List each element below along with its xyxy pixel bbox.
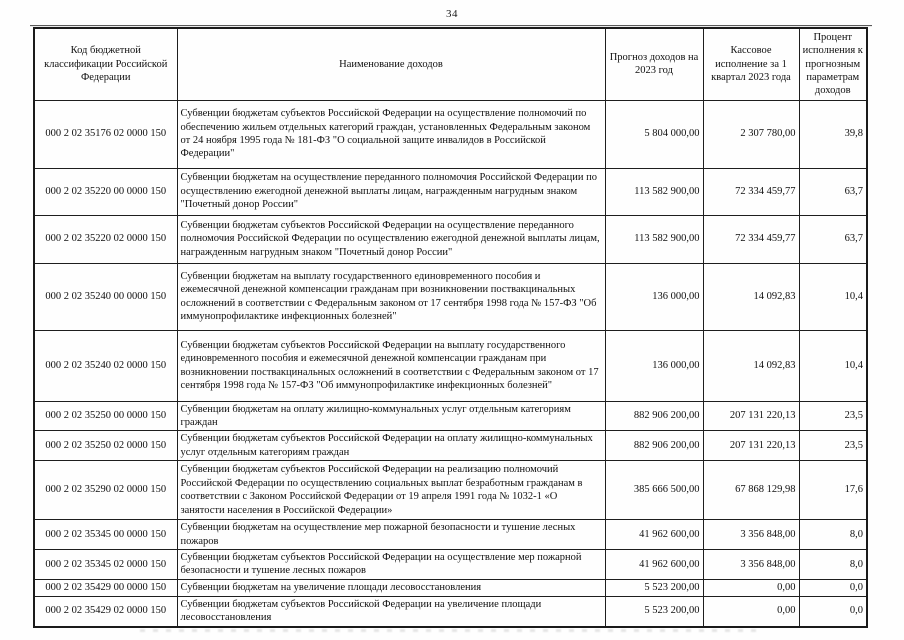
revenue-name-cell: Субвенции бюджетам на увеличение площади лесовосстановления xyxy=(177,579,605,596)
budget-code-cell: 000 2 02 35345 02 0000 150 xyxy=(34,549,177,579)
table-row xyxy=(34,431,867,461)
forecast-value-cell: 136 000,00 xyxy=(605,263,703,330)
forecast-value-cell: 5 523 200,00 xyxy=(605,596,703,626)
forecast-value-cell: 136 000,00 xyxy=(605,330,703,401)
cash-execution-cell: 3 356 848,00 xyxy=(703,549,799,579)
budget-code-cell: 000 2 02 35220 02 0000 150 xyxy=(34,215,177,263)
table-row xyxy=(34,168,867,215)
header-cash-execution-q1: Кассовое исполнение за 1 квартал 2023 года xyxy=(703,28,799,100)
cash-execution-cell: 0,00 xyxy=(703,579,799,596)
budget-code-cell: 000 2 02 35250 02 0000 150 xyxy=(34,431,177,461)
table-body xyxy=(34,100,867,627)
revenue-name-cell: Субвенции бюджетам на оплату жилищно-коммунальных услуг отдельным категориям граждан xyxy=(177,401,605,431)
budget-code-cell: 000 2 02 35429 00 0000 150 xyxy=(34,579,177,596)
percent-value-cell: 0,0 xyxy=(799,579,867,596)
table-header-row xyxy=(34,28,867,100)
budget-code-cell: 000 2 02 35290 02 0000 150 xyxy=(34,461,177,520)
percent-value-cell: 63,7 xyxy=(799,168,867,215)
revenue-name-cell: Субвенции бюджетам на осуществление переданного полномочия Российской Федерации по осуществлению ежегодной денежной выплаты лицам, награжденным нагрудным знаком "Почетный донор России" xyxy=(177,168,605,215)
table-row xyxy=(34,520,867,550)
budget-code-cell: 000 2 02 35345 00 0000 150 xyxy=(34,520,177,550)
budget-code-cell: 000 2 02 35250 00 0000 150 xyxy=(34,401,177,431)
revenue-name-cell: Субвенции бюджетам субъектов Российской Федерации на оплату жилищно-коммунальных услуг отдельным категориям граждан xyxy=(177,431,605,461)
forecast-value-cell: 5 523 200,00 xyxy=(605,579,703,596)
revenue-name-cell: Субвенции бюджетам субъектов Российской Федерации на осуществление полномочий по обеспечению жильем отдельных категорий граждан, установленных Федеральным законом от 24 ноября 1995 года № 181-ФЗ "О социальной защите инвалидов в Российской Федерации" xyxy=(177,100,605,168)
percent-value-cell: 8,0 xyxy=(799,520,867,550)
cash-execution-cell: 14 092,83 xyxy=(703,263,799,330)
table-row xyxy=(34,330,867,401)
table-row xyxy=(34,596,867,626)
table-row xyxy=(34,461,867,520)
forecast-value-cell: 882 906 200,00 xyxy=(605,401,703,431)
revenue-name-cell: Субвенции бюджетам субъектов Российской Федерации на увеличение площади лесовосстановления xyxy=(177,596,605,626)
header-revenue-name: Наименование доходов xyxy=(177,28,605,100)
cash-execution-cell: 2 307 780,00 xyxy=(703,100,799,168)
table-row xyxy=(34,549,867,579)
forecast-value-cell: 113 582 900,00 xyxy=(605,168,703,215)
forecast-value-cell: 41 962 600,00 xyxy=(605,520,703,550)
forecast-value-cell: 41 962 600,00 xyxy=(605,549,703,579)
percent-value-cell: 17,6 xyxy=(799,461,867,520)
percent-value-cell: 8,0 xyxy=(799,549,867,579)
revenue-name-cell: Субвенции бюджетам субъектов Российской Федерации на осуществление мер пожарной безопасности и тушение лесных пожаров xyxy=(177,549,605,579)
cash-execution-cell: 67 868 129,98 xyxy=(703,461,799,520)
budget-code-cell: 000 2 02 35176 02 0000 150 xyxy=(34,100,177,168)
budget-revenues-table xyxy=(33,27,868,628)
budget-code-cell: 000 2 02 35429 02 0000 150 xyxy=(34,596,177,626)
budget-code-cell: 000 2 02 35220 00 0000 150 xyxy=(34,168,177,215)
revenue-name-cell: Субвенции бюджетам субъектов Российской Федерации на осуществление переданного полномочия Российской Федерации по осуществлению ежегодной денежной выплаты лицам, награжденным нагрудным знаком "Почетный донор России" xyxy=(177,215,605,263)
cash-execution-cell: 207 131 220,13 xyxy=(703,401,799,431)
forecast-value-cell: 882 906 200,00 xyxy=(605,431,703,461)
revenue-name-cell: Субвенции бюджетам субъектов Российской Федерации на выплату государственного единовременного пособия и ежемесячной денежной компенсации гражданам при возникновении поствакцинальных осложнений в соответствии с Федеральным законом от 17 сентября 1998 года № 157-ФЗ "Об иммунопрофилактике инфекционных болезней" xyxy=(177,330,605,401)
cash-execution-cell: 72 334 459,77 xyxy=(703,215,799,263)
budget-code-cell: 000 2 02 35240 00 0000 150 xyxy=(34,263,177,330)
cash-execution-cell: 3 356 848,00 xyxy=(703,520,799,550)
budget-code-cell: 000 2 02 35240 02 0000 150 xyxy=(34,330,177,401)
percent-value-cell: 63,7 xyxy=(799,215,867,263)
cash-execution-cell: 14 092,83 xyxy=(703,330,799,401)
table-row xyxy=(34,401,867,431)
page-number: 34 xyxy=(446,8,458,20)
table-row xyxy=(34,100,867,168)
cash-execution-cell: 0,00 xyxy=(703,596,799,626)
header-forecast-2023: Прогноз доходов на 2023 год xyxy=(605,28,703,100)
percent-value-cell: 10,4 xyxy=(799,263,867,330)
table-row xyxy=(34,263,867,330)
percent-value-cell: 23,5 xyxy=(799,401,867,431)
scan-artifact xyxy=(140,629,760,632)
table-row xyxy=(34,579,867,596)
header-budget-code: Код бюджетной классификации Российской Федерации xyxy=(34,28,177,100)
forecast-value-cell: 5 804 000,00 xyxy=(605,100,703,168)
percent-value-cell: 0,0 xyxy=(799,596,867,626)
table-row xyxy=(34,215,867,263)
percent-value-cell: 10,4 xyxy=(799,330,867,401)
forecast-value-cell: 385 666 500,00 xyxy=(605,461,703,520)
percent-value-cell: 39,8 xyxy=(799,100,867,168)
revenue-name-cell: Субвенции бюджетам на осуществление мер пожарной безопасности и тушение лесных пожаров xyxy=(177,520,605,550)
cash-execution-cell: 207 131 220,13 xyxy=(703,431,799,461)
table-header xyxy=(34,28,867,100)
page-header-rule xyxy=(30,25,872,26)
cash-execution-cell: 72 334 459,77 xyxy=(703,168,799,215)
revenue-name-cell: Субвенции бюджетам субъектов Российской Федерации на реализацию полномочий Российской Федерации по осуществлению социальных выплат безработным гражданам в соответствии с Законом Российской Федерации от 19 апреля 1991 года № 1032-1 «О занятости населения в Российской Федерации» xyxy=(177,461,605,520)
header-execution-percent: Процент исполнения к прогнозным параметрам доходов xyxy=(799,28,867,100)
percent-value-cell: 23,5 xyxy=(799,431,867,461)
revenue-name-cell: Субвенции бюджетам на выплату государственного единовременного пособия и ежемесячной денежной компенсации гражданам при возникновении поствакцинальных осложнений в соответствии с Федеральным законом от 17 сентября 1998 года № 157-ФЗ "Об иммунопрофилактике инфекционных болезней" xyxy=(177,263,605,330)
forecast-value-cell: 113 582 900,00 xyxy=(605,215,703,263)
